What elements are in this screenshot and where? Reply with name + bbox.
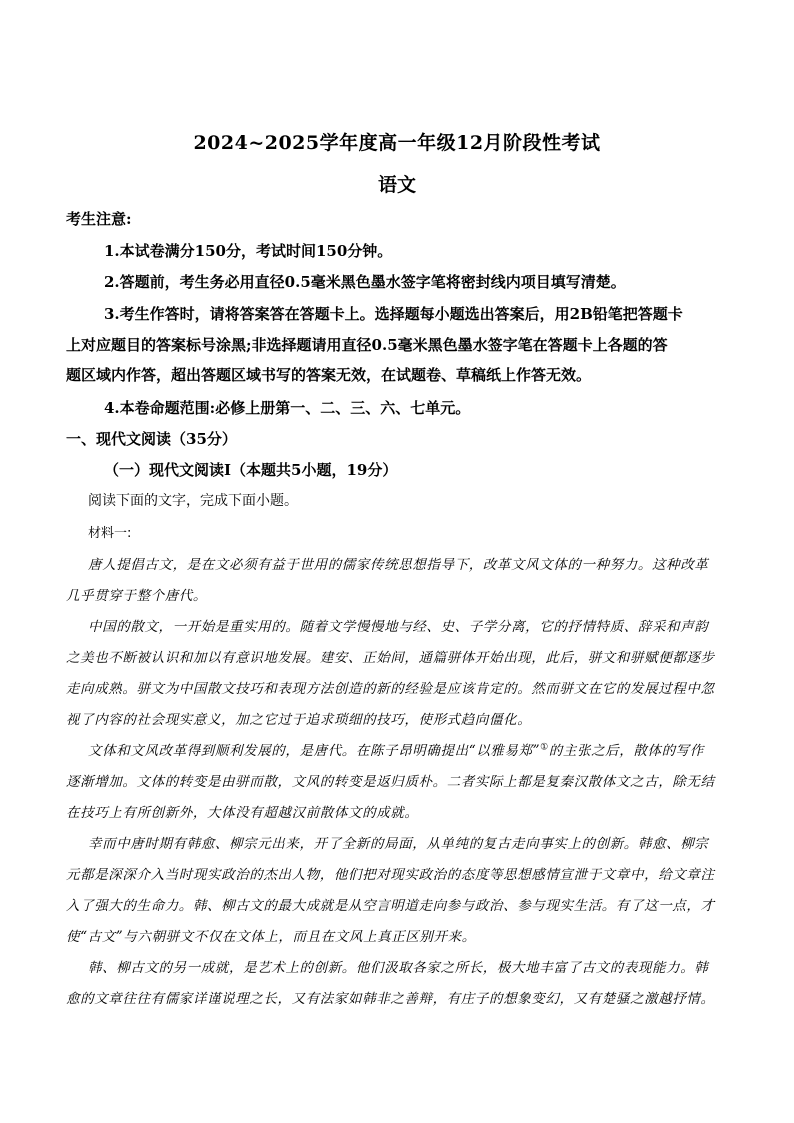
notice-item-3-line-3: 题区域内作答，超出答题区域书写的答案无效，在试题卷、草稿纸上作答无效。 bbox=[66, 366, 592, 384]
passage-line: 逐渐增加。文体的转变是由骈而散，文风的转变是返归质朴。二者实际上都是复秦汉散体文之古，除无结 bbox=[66, 774, 715, 790]
passage-line: 几乎贯穿于整个唐代。 bbox=[66, 588, 207, 604]
notice-item-1: 1.本试卷满分150分，考试时间150分钟。 bbox=[104, 242, 393, 260]
notice-label: 考生注意: bbox=[66, 210, 132, 228]
passage-line: 入了强大的生命力。韩、柳古文的最大成就是从空言明道走向参与政治、参与现实生活。有了这一点，才 bbox=[66, 898, 715, 914]
footnote-marker: ① bbox=[540, 742, 549, 753]
material-label: 材料一: bbox=[88, 526, 132, 541]
passage-line: 幸而中唐时期有韩愈、柳宗元出来，开了全新的局面，从单纯的复古走向事实上的创新。韩愈、柳宗 bbox=[88, 836, 709, 852]
sub-section-heading: （一）现代文阅读Ⅰ（本题共5小题，19分） bbox=[104, 461, 398, 479]
passage-line: 韩、柳古文的另一成就，是艺术上的创新。他们汲取各家之所长，极大地丰富了古文的表现能力。韩 bbox=[88, 960, 709, 976]
subject-title: 语文 bbox=[377, 174, 416, 196]
passage-line: 唐人提倡古文，是在文必须有益于世用的儒家传统思想指导下，改革文风文体的一种努力。这种改革 bbox=[88, 557, 709, 573]
reading-instruction: 阅读下面的文字，完成下面小题。 bbox=[88, 493, 298, 509]
passage-line: 使“古文”与六朝骈文不仅在文体上，而且在文风上真正区别开来。 bbox=[66, 929, 476, 945]
passage-line: 中国的散文，一开始是重实用的。随着文学慢慢地与经、史、子学分离，它的抒情特质、辞采和声韵 bbox=[88, 619, 709, 635]
passage-line: 愈的文章往往有儒家详谨说理之长，又有法家如韩非之善辩，有庄子的想象变幻，又有楚骚之激越抒情。 bbox=[66, 991, 715, 1007]
passage-line: 在技巧上有所创新外，大体没有超越汉前散体文的成就。 bbox=[66, 805, 419, 821]
exam-title: 2024~2025学年度高一年级12月阶段性考试 bbox=[193, 132, 601, 154]
passage-line bbox=[88, 739, 704, 759]
notice-item-2: 2.答题前，考生务必用直径0.5毫米黑色墨水签字笔将密封线内项目填写清楚。 bbox=[104, 273, 626, 291]
passage-line: 视了内容的社会现实意义，加之它过于追求琐细的技巧，使形式趋向僵化。 bbox=[66, 712, 532, 728]
notice-item-3-line-2: 上对应题目的答案标号涂黑;非选择题请用直径0.5毫米黑色墨水签字笔在答题卡上各题的答 bbox=[66, 336, 668, 354]
notice-item-3-line-1: 3.考生作答时，请将答案答在答题卡上。选择题每小题选出答案后，用2B铅笔把答题卡 bbox=[104, 305, 683, 323]
passage-line: 之美也不断被认识和加以有意识地发展。建安、正始间，通篇骈体开始出现，此后，骈文和骈赋便都逐步 bbox=[66, 650, 715, 666]
passage-text: 文体和文风改革得到顺利发展的，是唐代。在陈子昂明确提出“以雅易郑” bbox=[88, 743, 541, 759]
section-heading: 一、现代文阅读（35分） bbox=[66, 430, 237, 448]
passage-text: 的主张之后，散体的写作 bbox=[548, 743, 704, 759]
notice-item-4: 4.本卷命题范围:必修上册第一、二、三、六、七单元。 bbox=[104, 399, 471, 417]
passage-line: 走向成熟。骈文为中国散文技巧和表现方法创造的新的经验是应该肯定的。然而骈文在它的发展过程中忽 bbox=[66, 681, 715, 697]
passage-line: 元都是深深介入当时现实政治的杰出人物，他们把对现实政治的态度等思想感情宣泄于文章中，给文章注 bbox=[66, 867, 715, 883]
